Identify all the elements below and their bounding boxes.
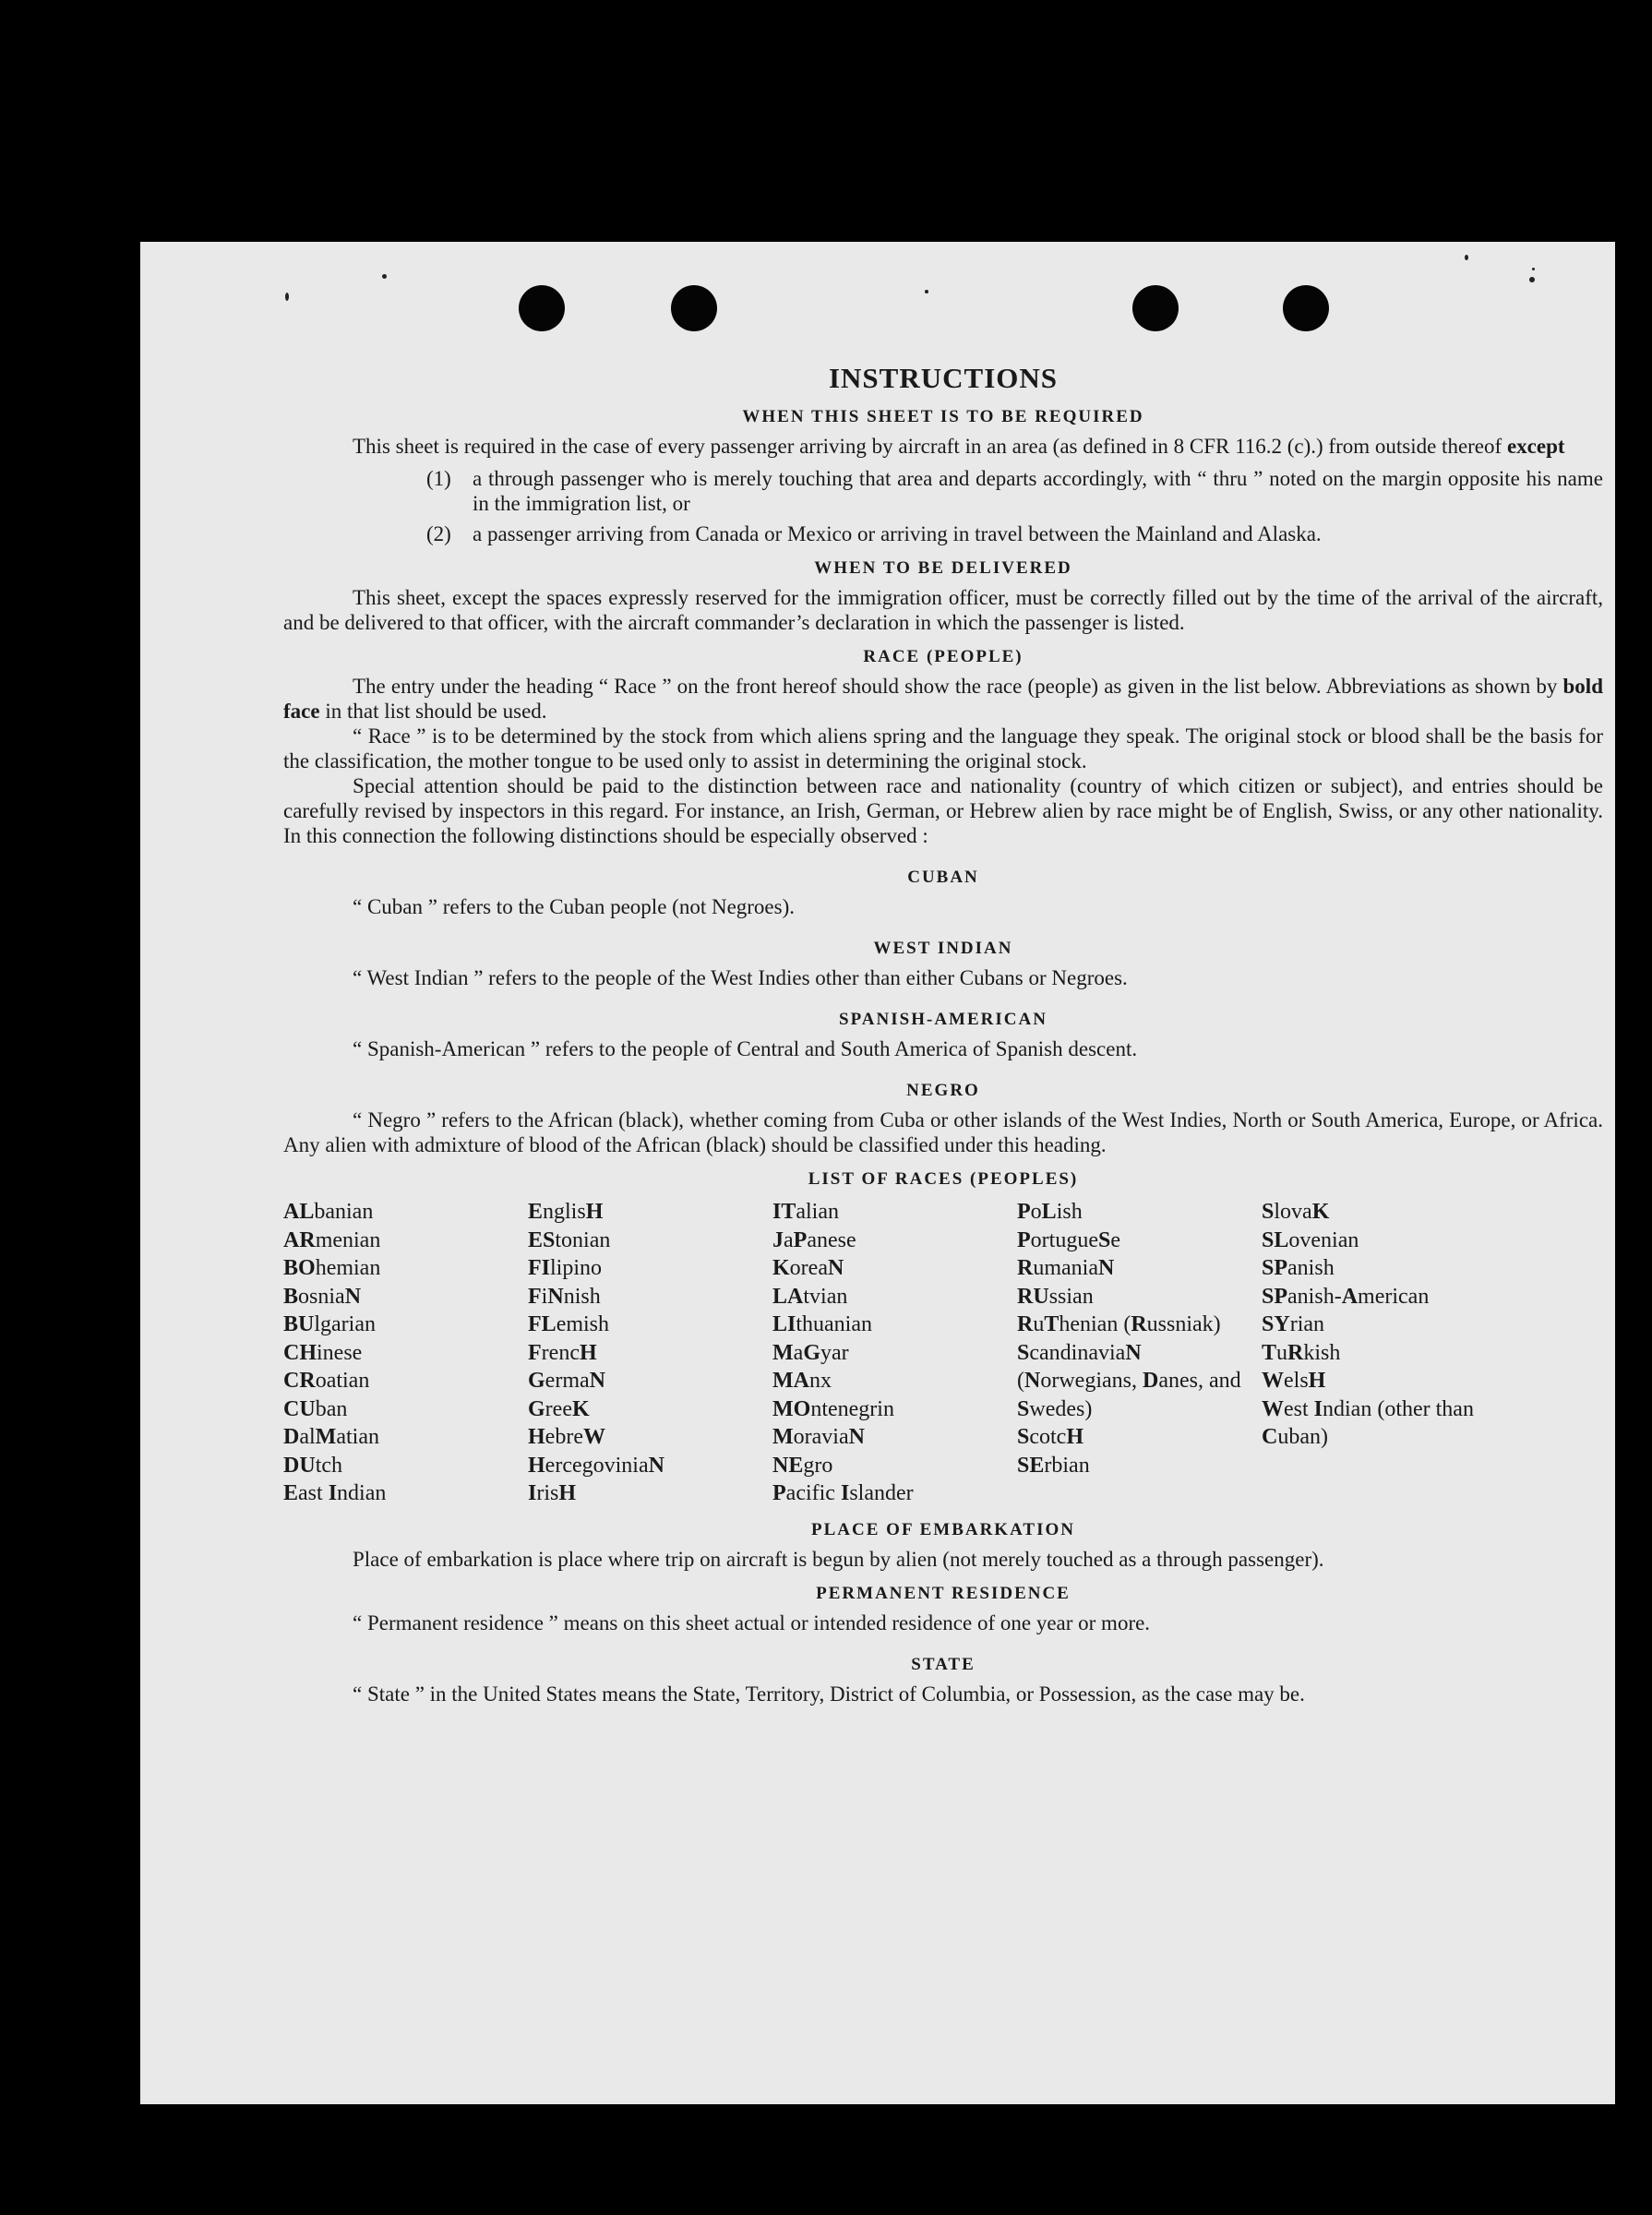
race-item: RUssian (1017, 1284, 1094, 1309)
race-item: GermaN (528, 1369, 605, 1393)
race-item: ScandinaviaN (Norwegians, Danes, and Swedes) (1017, 1340, 1241, 1421)
required-intro-text: This sheet is required in the case of every passenger arriving by aircraft in an area (as defined in 8 CFR 116.2 (c).) from outside thereof (353, 435, 1502, 458)
race-item: IrisH (528, 1481, 577, 1505)
race-item: CRoatian (283, 1369, 370, 1393)
race-item: CUban (283, 1396, 348, 1421)
race-item: FiNnish (528, 1284, 601, 1309)
heading-race: RACE (PEOPLE) (863, 647, 1024, 666)
page-title: INSTRUCTIONS (828, 362, 1058, 394)
race-item: SLovenian (1262, 1227, 1359, 1252)
races-column-2 (528, 1198, 772, 1508)
punch-hole (519, 285, 565, 331)
heading-permanent-residence: PERMANENT RESIDENCE (816, 1583, 1071, 1603)
race-item: MoraviaN (772, 1425, 865, 1449)
race-item: WelsH (1262, 1369, 1326, 1393)
punch-hole (1132, 285, 1179, 331)
races-table (283, 1198, 1603, 1508)
race-item: FLemish (528, 1312, 610, 1336)
heading-west-indian: WEST INDIAN (873, 939, 1013, 958)
exception-item (426, 521, 1603, 546)
race-p1-bold: bold face (283, 675, 1603, 723)
race-item: PoLish (1017, 1200, 1083, 1224)
exception-item (426, 466, 1603, 516)
heading-cuban: CUBAN (907, 868, 979, 887)
race-p1-after: in that list should be used. (325, 700, 547, 723)
heading-when-required: WHEN THIS SHEET IS TO BE REQUIRED (742, 407, 1144, 426)
race-item: East Indian (283, 1481, 387, 1505)
required-intro (283, 434, 1603, 459)
race-item: BOhemian (283, 1256, 381, 1280)
delivered-text: This sheet, except the spaces expressly reserved for the immigration officer, must be correctly filled out by the time of the arrival of the aircraft, and be delivered to that officer, with the aircraft commander’s declaration in which the passenger is listed. (283, 586, 1603, 634)
heading-when-delivered: WHEN TO BE DELIVERED (814, 558, 1072, 578)
instructions-content (283, 362, 1603, 1706)
race-item: EStonian (528, 1227, 611, 1252)
speck (1532, 268, 1535, 270)
race-item: ARmenian (283, 1227, 381, 1252)
race-item: MOntenegrin (772, 1396, 894, 1421)
race-item: West Indian (other than Cuban) (1262, 1396, 1474, 1449)
exception-number: (1) (426, 467, 451, 490)
race-item: EnglisH (528, 1200, 604, 1224)
exceptions-list (426, 466, 1603, 546)
residence-text: “ Permanent residence ” means on this sheet actual or intended residence of one year or more. (353, 1610, 1151, 1634)
heading-list-of-races: LIST OF RACES (PEOPLES) (808, 1169, 1079, 1189)
race-item: HebreW (528, 1425, 605, 1449)
race-item: ITalian (772, 1200, 839, 1224)
race-item: LIthuanian (772, 1312, 872, 1336)
definition-spanish-american: “ Spanish-American ” refers to the people of Central and South America of Spanish descent. (353, 1037, 1138, 1060)
race-paragraph-2: “ Race ” is to be determined by the stock from which aliens spring and the language they speak. The original stock or blood shall be the basis for the classification, the mother tongue to be used only to assist in determining the original stock. (283, 724, 1603, 772)
race-item: FrencH (528, 1340, 597, 1365)
race-item: HercegoviniaN (528, 1453, 664, 1478)
race-item: TuRkish (1262, 1340, 1341, 1365)
race-item: MaGyar (772, 1340, 849, 1365)
speck (1465, 255, 1468, 260)
race-item: FIlipino (528, 1256, 603, 1280)
definition-west-indian: “ West Indian ” refers to the people of the West Indies other than either Cubans or Negroes. (353, 966, 1128, 989)
race-item: JaPanese (772, 1227, 856, 1252)
races-column-4 (1017, 1198, 1262, 1508)
required-intro-bold: except (1506, 435, 1565, 458)
state-text: “ State ” in the United States means the State, Territory, District of Columbia, or Possession, as the case may be. (353, 1682, 1305, 1706)
race-item: Pacific Islander (772, 1481, 914, 1505)
race-item: SPanish (1262, 1256, 1335, 1280)
races-column-1 (283, 1198, 528, 1508)
race-paragraph-1 (283, 674, 1603, 724)
heading-embarkation: PLACE OF EMBARKATION (811, 1519, 1075, 1539)
race-item: SPanish-American (1262, 1284, 1430, 1309)
race-item: GreeK (528, 1396, 590, 1421)
race-item: ALbanian (283, 1200, 374, 1224)
embarkation-text: Place of embarkation is place where trip on aircraft is begun by alien (not merely touched as a through passenger). (353, 1547, 1324, 1571)
punch-hole (1283, 285, 1329, 331)
race-item: SErbian (1017, 1453, 1090, 1478)
speck (382, 274, 387, 279)
race-item: NEgro (772, 1453, 833, 1478)
document-page (140, 242, 1615, 2104)
race-item: RumaniaN (1017, 1256, 1115, 1280)
definition-negro: “ Negro ” refers to the African (black), whether coming from Cuba or other islands of the West Indies, North or South America, Europe, or Africa. Any alien with admixture of blood of the African (black) should be classified under this heading. (283, 1108, 1603, 1156)
race-item: ScotcH (1017, 1425, 1084, 1449)
race-item: MAnx (772, 1369, 832, 1393)
race-item: KoreaN (772, 1256, 844, 1280)
race-item: LAtvian (772, 1284, 848, 1309)
race-item: SlovaK (1262, 1200, 1330, 1224)
exception-number: (2) (426, 522, 451, 545)
race-item: DUtch (283, 1453, 343, 1478)
race-item: DalMatian (283, 1425, 379, 1449)
race-item: BUlgarian (283, 1312, 376, 1336)
races-column-5 (1262, 1198, 1474, 1508)
race-item: SYrian (1262, 1312, 1325, 1336)
race-item: PortugueSe (1017, 1227, 1120, 1252)
speck (1529, 277, 1535, 282)
punch-hole (671, 285, 717, 331)
speck (925, 290, 928, 293)
heading-spanish-american: SPANISH-AMERICAN (839, 1010, 1047, 1029)
heading-state: STATE (911, 1654, 976, 1674)
race-paragraph-3: Special attention should be paid to the distinction between race and nationality (country of which citizen or subject), and entries should be carefully revised by inspectors in this regard. For instance, an Irish, German, or Hebrew alien by race might be of English, Swiss, or any other nationality. In this connection the following distinctions should be especially observed : (283, 774, 1603, 847)
heading-negro: NEGRO (906, 1081, 980, 1100)
race-item: BosniaN (283, 1284, 362, 1309)
definition-cuban: “ Cuban ” refers to the Cuban people (not Negroes). (353, 895, 796, 918)
races-column-3 (772, 1198, 1017, 1508)
race-item: CHinese (283, 1340, 363, 1365)
race-p1-before: The entry under the heading “ Race ” on the front hereof should show the race (people) as given in the list below. Abbreviations as shown by (353, 675, 1558, 698)
race-item: RuThenian (Russniak) (1017, 1312, 1221, 1336)
exception-text: a passenger arriving from Canada or Mexico or arriving in travel between the Mainland and Alaska. (473, 522, 1322, 545)
exception-text: a through passenger who is merely touching that area and departs accordingly, with “ thru ” noted on the margin opposite his name in the immigration list, or (473, 467, 1603, 515)
speck (285, 293, 289, 301)
